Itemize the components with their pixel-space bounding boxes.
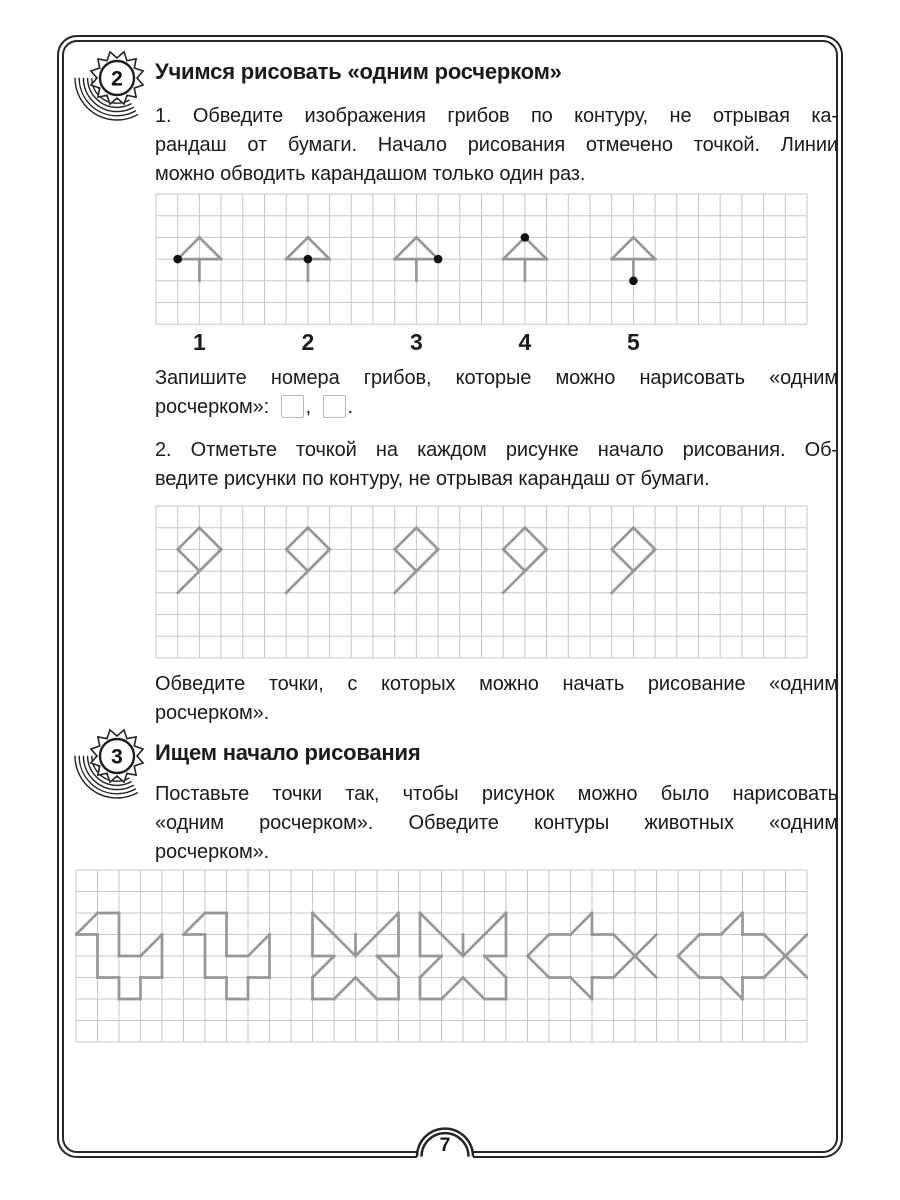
- svg-text:3: 3: [410, 329, 423, 356]
- text-line: росчерком».: [155, 702, 270, 724]
- text-line: ведите рисунки по контуру, не отрывая карандаш от бумаги.: [155, 468, 710, 490]
- section-number: 3: [111, 745, 123, 769]
- page-number: 7: [439, 1134, 451, 1156]
- write-numbers-line1: Запишите номера грибов, которые можно нарисовать «одним: [155, 367, 838, 389]
- section2-title: Учимся рисовать «одним росчерком»: [155, 59, 562, 84]
- text-line: росчерком».: [155, 841, 270, 863]
- answer-separator: ,: [305, 396, 312, 418]
- task2-text: [155, 436, 838, 494]
- svg-text:2: 2: [301, 329, 315, 356]
- circle-dots-text: [155, 670, 838, 728]
- animals-grid: [75, 869, 808, 1048]
- svg-text:1: 1: [193, 329, 206, 356]
- text-line: Обведите точки, с которых можно начать рисование «одним: [155, 673, 838, 695]
- sun-badge-icon: [58, 36, 162, 126]
- answer-box-2[interactable]: [323, 395, 346, 418]
- task3-text: [155, 780, 838, 867]
- answer-end: .: [347, 396, 353, 418]
- text-line: Поставьте точки так, чтобы рисунок можно было нарисовать: [155, 783, 838, 805]
- svg-text:4: 4: [518, 329, 532, 356]
- section-number: 2: [111, 67, 123, 91]
- svg-text:5: 5: [627, 329, 640, 356]
- page-number-bump: [410, 1116, 480, 1160]
- text-line: 2. Отметьте точкой на каждом рисунке начало рисования. Об-: [155, 439, 838, 461]
- text-line: 1. Обведите изображения грибов по контуру, не отрывая ка-: [155, 105, 838, 127]
- sun-badge-icon: [58, 714, 162, 804]
- write-numbers-line2: [155, 393, 838, 422]
- text-line: «одним росчерком». Обведите контуры животных «одним: [155, 812, 838, 834]
- answer-box-1[interactable]: [281, 395, 304, 418]
- text-line: можно обводить карандашом только один раз.: [155, 163, 586, 185]
- task1-text: [155, 102, 838, 189]
- write-numbers-text: [155, 364, 838, 422]
- write-numbers-prefix: росчерком»:: [155, 396, 270, 418]
- section3-title: Ищем начало рисования: [155, 740, 421, 765]
- text-line: рандаш от бумаги. Начало рисования отмечено точкой. Линии: [155, 134, 838, 156]
- kite-grid: [155, 505, 808, 664]
- mushroom-grid: [155, 193, 808, 367]
